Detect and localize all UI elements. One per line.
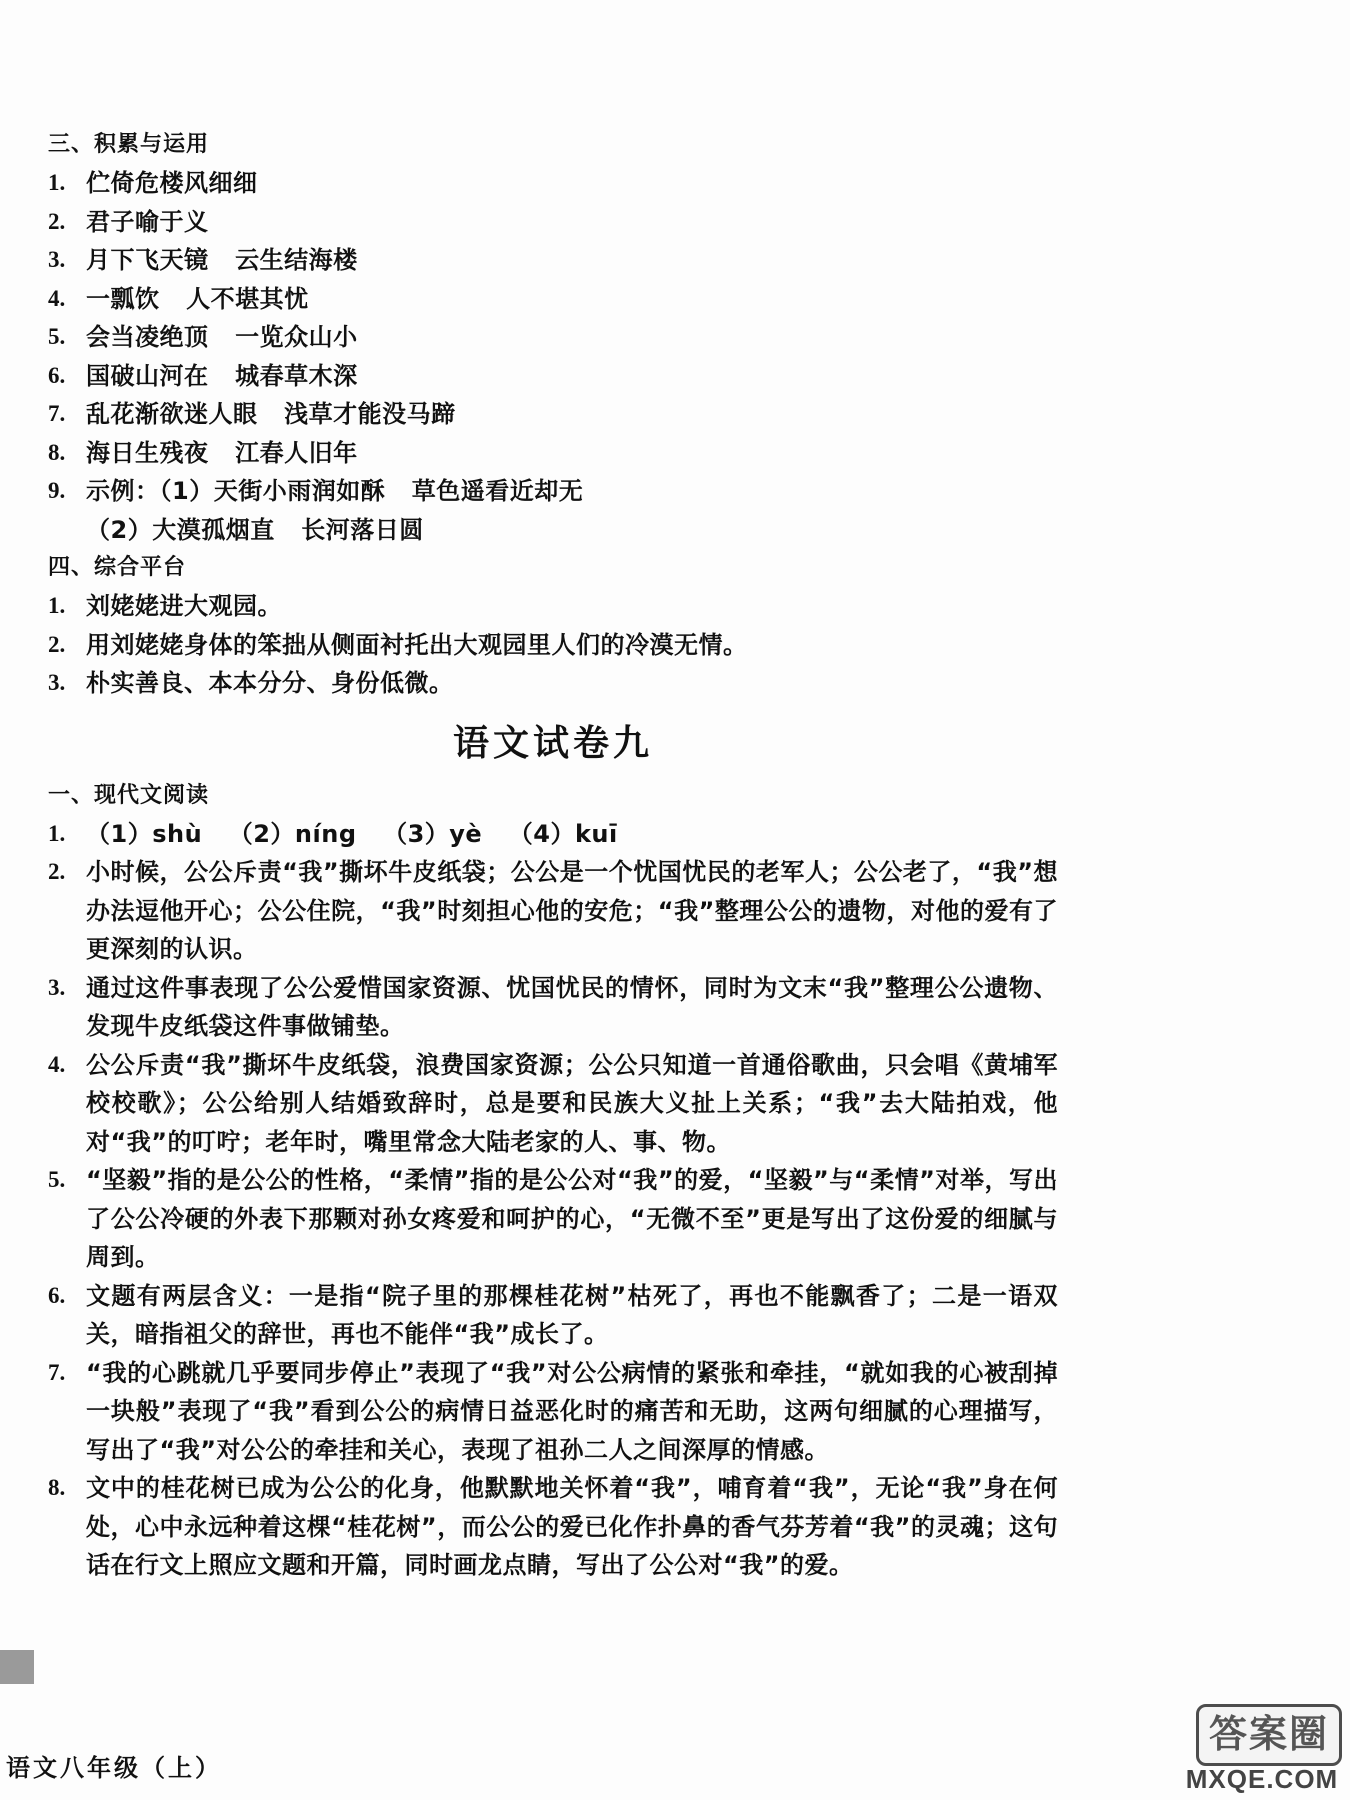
item-text: “我的心跳就几乎要同步停止”表现了“我”对公公病情的紧张和牵挂，“就如我的心被刮掉一块般”表现了“我”看到公公的病情日益恶化时的痛苦和无助，这两句细腻的心理描写，写出了“我”对公公的牵挂和关心，表现了祖孙二人之间深厚的情感。 [86, 1358, 1058, 1464]
item-number: 3. [48, 247, 66, 272]
item-number: 4. [48, 1051, 66, 1077]
item-text: 伫倚危楼风细细 [86, 169, 258, 197]
item-number: 8. [48, 439, 66, 465]
item-text: 小时候，公公斥责“我”撕坏牛皮纸袋；公公是一个忧国忧民的老军人；公公老了，“我”想办法逗他开心；公公住院，“我”时刻担心他的安危；“我”整理公公的遗物，对他的爱有了更深刻的认识。 [86, 858, 1058, 963]
list-item [48, 587, 1058, 626]
item-number: 1. [48, 170, 66, 195]
item-text: 一瓢饮 人不堪其忧 [86, 284, 309, 313]
item-text: 示例：（1）天街小雨润如酥 草色遥看近却无 [86, 477, 584, 505]
item-text: 文中的桂花树已成为公公的化身，他默默地关怀着“我”，哺育着“我”，无论“我”身在何处，心中永远种着这棵“桂花树”，而公公的爱已化作扑鼻的香气芬芳着“我”的灵魂；这句话在行文上照应文题和开篇，同时画龙点睛，写出了公公对“我”的爱。 [86, 1474, 1058, 1579]
item-text: 用刘姥姥身体的笨拙从侧面衬托出大观园里人们的冷漠无情。 [86, 630, 748, 659]
section-heading-accumulation: 三、积累与运用 [48, 132, 210, 157]
item-number: 2. [48, 631, 66, 657]
item-number: 9. [48, 478, 66, 503]
item-number: 5. [48, 324, 66, 349]
item-number: 6. [48, 1282, 66, 1308]
section-heading-reading: 一、现代文阅读 [48, 782, 210, 808]
list-item [48, 203, 1058, 242]
list-item [48, 1277, 1058, 1354]
list-item [48, 164, 1058, 203]
watermark-logo [1182, 1704, 1342, 1796]
list-item [48, 1161, 1058, 1277]
item-text: 君子喻于义 [86, 207, 209, 236]
page-number-tab [0, 1650, 34, 1684]
item-text: 刘姥姥进大观园。 [86, 592, 282, 620]
list-item [48, 318, 1058, 357]
item-number: 3. [48, 974, 66, 1000]
item-number: 4. [48, 285, 66, 311]
item-text: 国破山河在 城春草木深 [86, 361, 358, 390]
item-text: 乱花渐欲迷人眼 浅草才能没马蹄 [86, 400, 456, 428]
section-heading-platform: 四、综合平台 [48, 555, 187, 580]
item-number: 5. [48, 1167, 66, 1192]
list-item [48, 664, 1058, 703]
list-item [48, 815, 1058, 854]
item-number: 2. [48, 208, 66, 234]
list-item [48, 241, 1058, 280]
list-item [48, 395, 1058, 434]
item-text: 通过这件事表现了公公爱惜国家资源、忧国忧民的情怀，同时为文末“我”整理公公遗物、发现牛皮纸袋这件事做铺垫。 [86, 973, 1058, 1040]
list-item [48, 280, 1058, 319]
list-item [48, 1354, 1058, 1470]
list-item [48, 626, 1058, 665]
item-text: （1）shù （2）níng （3）yè （4）kuī [86, 819, 618, 848]
item-text: 文题有两层含义：一是指“院子里的那棵桂花树”枯死了，再也不能飘香了；二是一语双关，暗指祖父的辞世，再也不能伴“我”成长了。 [86, 1281, 1058, 1348]
item-number: 6. [48, 362, 66, 388]
watermark-domain: MXQE.COM [1185, 1764, 1339, 1794]
item-text: 朴实善良、本本分分、身份低微。 [86, 669, 454, 697]
item-text: 月下飞天镜 云生结海楼 [86, 246, 358, 274]
item-text: 公公斥责“我”撕坏牛皮纸袋，浪费国家资源；公公只知道一首通俗歌曲，只会唱《黄埔军校校歌》；公公给别人结婚致辞时，总是要和民族大义扯上关系；“我”去大陆拍戏，他对“我”的叮咛；老年时，嘴里常念大陆老家的人、事、物。 [86, 1050, 1058, 1156]
item-number: 3. [48, 670, 66, 695]
item-number: 7. [48, 1359, 66, 1385]
paper-title: 语文试卷九 [452, 721, 653, 764]
item-number: 7. [48, 401, 66, 426]
item-text: 会当凌绝顶 一览众山小 [86, 323, 358, 351]
list-item [48, 853, 1058, 969]
item-text: “坚毅”指的是公公的性格，“柔情”指的是公公对“我”的爱，“坚毅”与“柔情”对举，写出了公公冷硬的外表下那颗对孙女疼爱和呵护的心，“无微不至”更是写出了这份爱的细腻与周到。 [86, 1166, 1058, 1271]
item-number: 2. [48, 859, 66, 884]
item-number: 1. [48, 593, 66, 618]
item-text: 海日生残夜 江春人旧年 [86, 438, 358, 467]
list-item [48, 357, 1058, 396]
item-continuation: （2）大漠孤烟直 长河落日圆 [86, 515, 424, 544]
list-item [48, 1469, 1058, 1585]
item-number: 1. [48, 820, 66, 846]
list-item [48, 969, 1058, 1046]
answer-content [48, 126, 1058, 1585]
footer-book-title: 语文八年级（上） [6, 1754, 222, 1782]
list-item [48, 472, 1058, 511]
item-number: 8. [48, 1475, 66, 1500]
list-item [48, 1046, 1058, 1162]
watermark-logo-text: 答案圈 [1196, 1704, 1342, 1766]
list-item [48, 434, 1058, 473]
